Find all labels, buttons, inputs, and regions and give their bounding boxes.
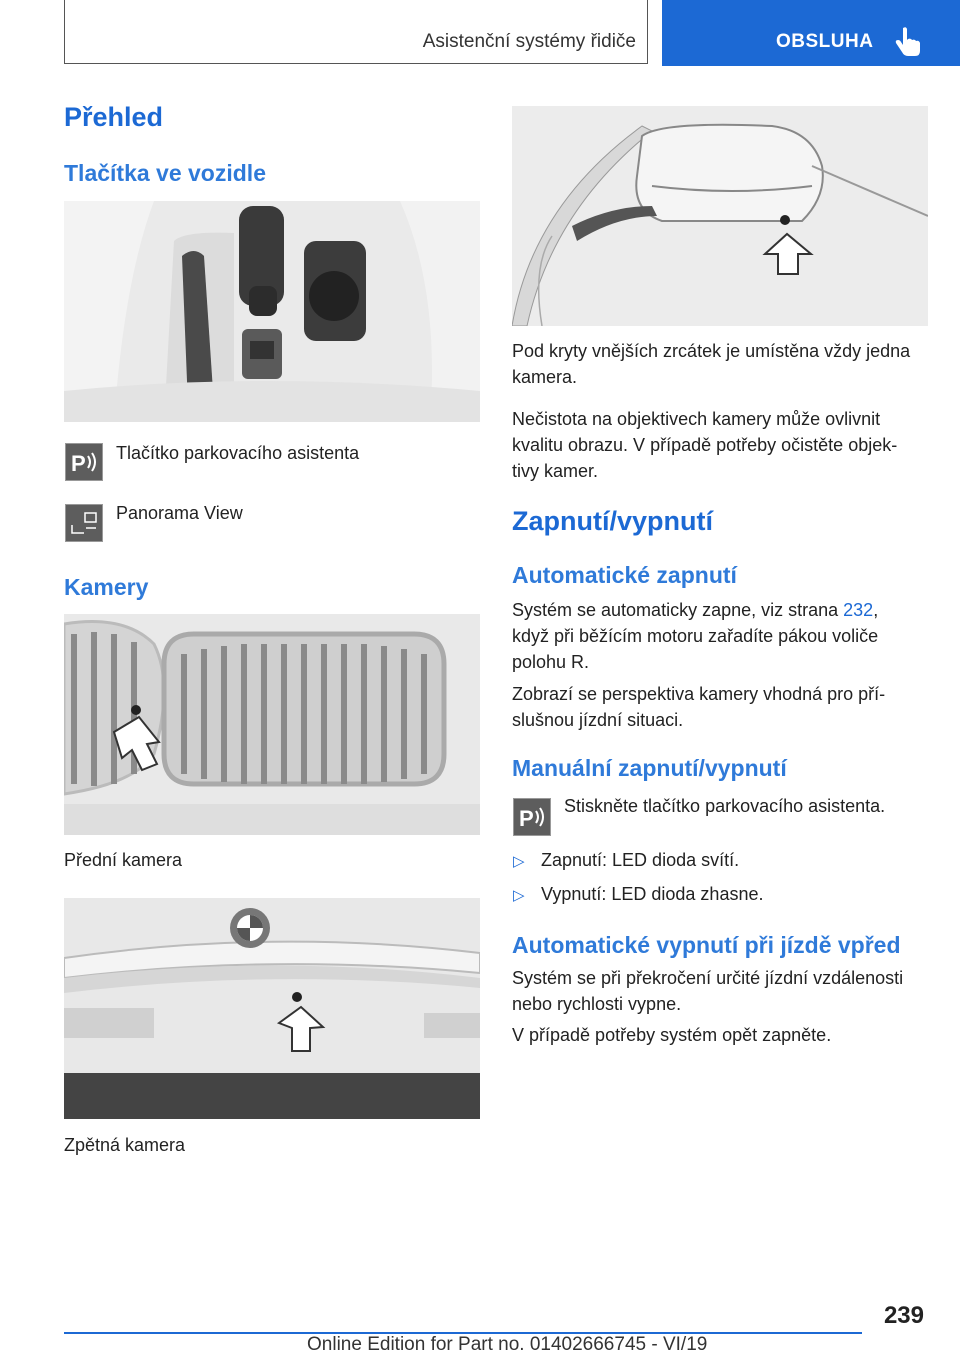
page-number: 239 — [883, 1302, 924, 1329]
cameras-heading: Kamery — [64, 574, 149, 600]
auto-off-heading: Automatické vypnutí při jízdě vpřed — [512, 932, 901, 958]
svg-text:P: P — [71, 451, 86, 476]
triangle-bullet-icon: ▷ — [513, 887, 525, 904]
manual-item-on: Zapnutí: LED dioda svítí. — [541, 850, 740, 870]
park-assist-label: Tlačítko parkovacího asistenta — [116, 443, 360, 463]
auto-on-text-b: , — [873, 600, 879, 620]
rear-camera-image — [64, 898, 480, 1119]
auto-on-text-line1 — [512, 597, 878, 623]
pointing-hand-icon — [895, 26, 921, 56]
buttons-heading: Tlačítka ve vozidle — [64, 160, 266, 186]
park-assist-icon — [513, 798, 551, 836]
auto-on-text-c: když při běžícím motoru zařadíte pákou voliče — [512, 626, 879, 646]
section-tab-label[interactable]: OBSLUHA — [776, 31, 874, 52]
onoff-heading: Zapnutí/vypnutí — [512, 506, 713, 536]
mirror-text-2a: Nečistota na objektivech kamery může ovlivnit — [512, 409, 881, 429]
perspective-text-a: Zobrazí se perspektiva kamery vhodná pro pří- — [512, 684, 886, 704]
rear-camera-caption: Zpětná kamera — [64, 1135, 186, 1155]
page-link-232[interactable]: 232 — [843, 600, 874, 620]
mirror-text-2c: tivy kamer. — [512, 461, 599, 481]
edition-text: Online Edition for Part no. 01402666745 - VI/19 — [307, 1334, 708, 1355]
auto-on-text-d: polohu R. — [512, 652, 590, 672]
auto-off-text-c: V případě potřeby systém opět zapněte. — [512, 1025, 832, 1045]
auto-off-text-b: nebo rychlosti vypne. — [512, 994, 682, 1014]
section-title: Asistenční systémy řidiče — [422, 31, 636, 52]
auto-on-text-a: Systém se automaticky zapne, viz strana — [512, 600, 844, 620]
panorama-view-label: Panorama View — [116, 503, 243, 523]
manual-item-off: Vypnutí: LED dioda zhasne. — [541, 884, 764, 904]
park-assist-icon — [65, 443, 103, 481]
panorama-view-icon — [65, 504, 103, 542]
auto-off-text-a: Systém se při překročení určité jízdní vzdálenosti — [512, 968, 904, 988]
manual-text: Stiskněte tlačítko parkovacího asistenta. — [564, 796, 886, 816]
auto-on-heading: Automatické zapnutí — [512, 562, 737, 588]
front-camera-image — [64, 614, 480, 835]
page-title: Přehled — [64, 102, 164, 132]
triangle-bullet-icon: ▷ — [513, 853, 525, 870]
front-camera-caption: Přední kamera — [64, 850, 183, 870]
mirror-text-1: Pod kryty vnějších zrcátek je umístěna vždy jedna kamera. — [512, 341, 911, 387]
perspective-text-b: slušnou jízdní situaci. — [512, 710, 684, 730]
svg-text:P: P — [519, 806, 534, 831]
mirror-camera-image — [512, 106, 928, 326]
mirror-text-2b: kvalitu obrazu. V případě potřeby očistěte objek- — [512, 435, 898, 455]
manual-heading: Manuální zapnutí/vypnutí — [512, 755, 787, 781]
center-console-image — [64, 201, 480, 422]
